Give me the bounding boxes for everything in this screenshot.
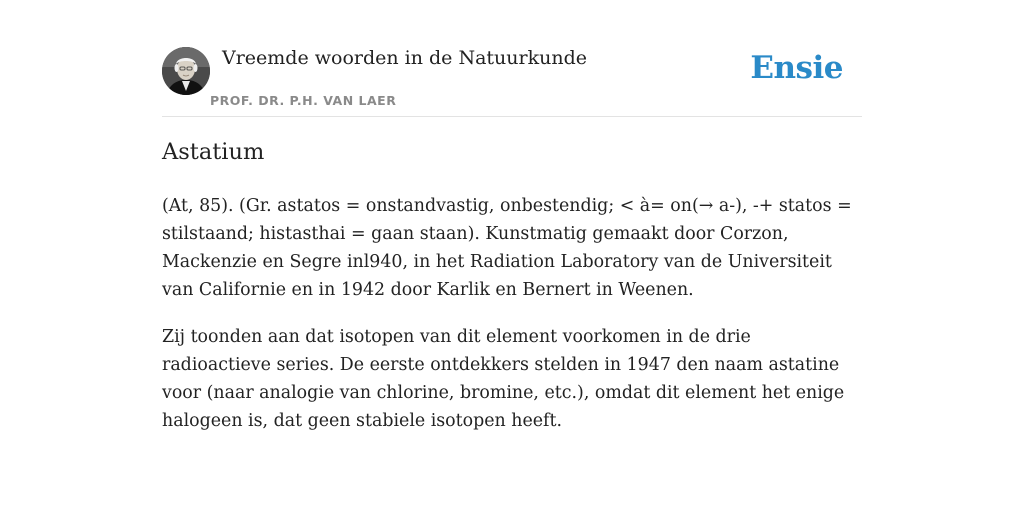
book-title-link[interactable]: Vreemde woorden in de Natuurkunde	[222, 47, 587, 69]
page-header	[162, 46, 862, 117]
author-portrait-icon[interactable]	[162, 47, 210, 95]
entry-paragraph: Zij toonden aan dat isotopen van dit element voorkomen in de drie radioactieve series. De eerste ontdekkers stelden in 1947 den naam astatine voor (naar analogie van chlorine, bromine, etc.), omdat dit element het enige halogeen is, dat geen stabiele isotopen heeft.	[162, 327, 845, 431]
author-name-link[interactable]: PROF. DR. P.H. VAN LAER	[210, 93, 397, 108]
entry-title: Astatium	[162, 139, 265, 165]
author-portrait-graphic	[162, 47, 210, 95]
entry-paragraph: (At, 85). (Gr. astatos = onstandvastig, onbestendig; < à= on(→ a-), -+ statos = stilstaand; histasthai = gaan staan). Kunstmatig gemaakt door Corzon, Mackenzie en Segre inl940, in het Radiation Laboratory van de Universiteit van Californie en in 1942 door Karlik en Bernert in Weenen.	[162, 196, 852, 300]
ensie-logo[interactable]: Ensie	[750, 50, 843, 86]
entry-body	[162, 192, 862, 454]
